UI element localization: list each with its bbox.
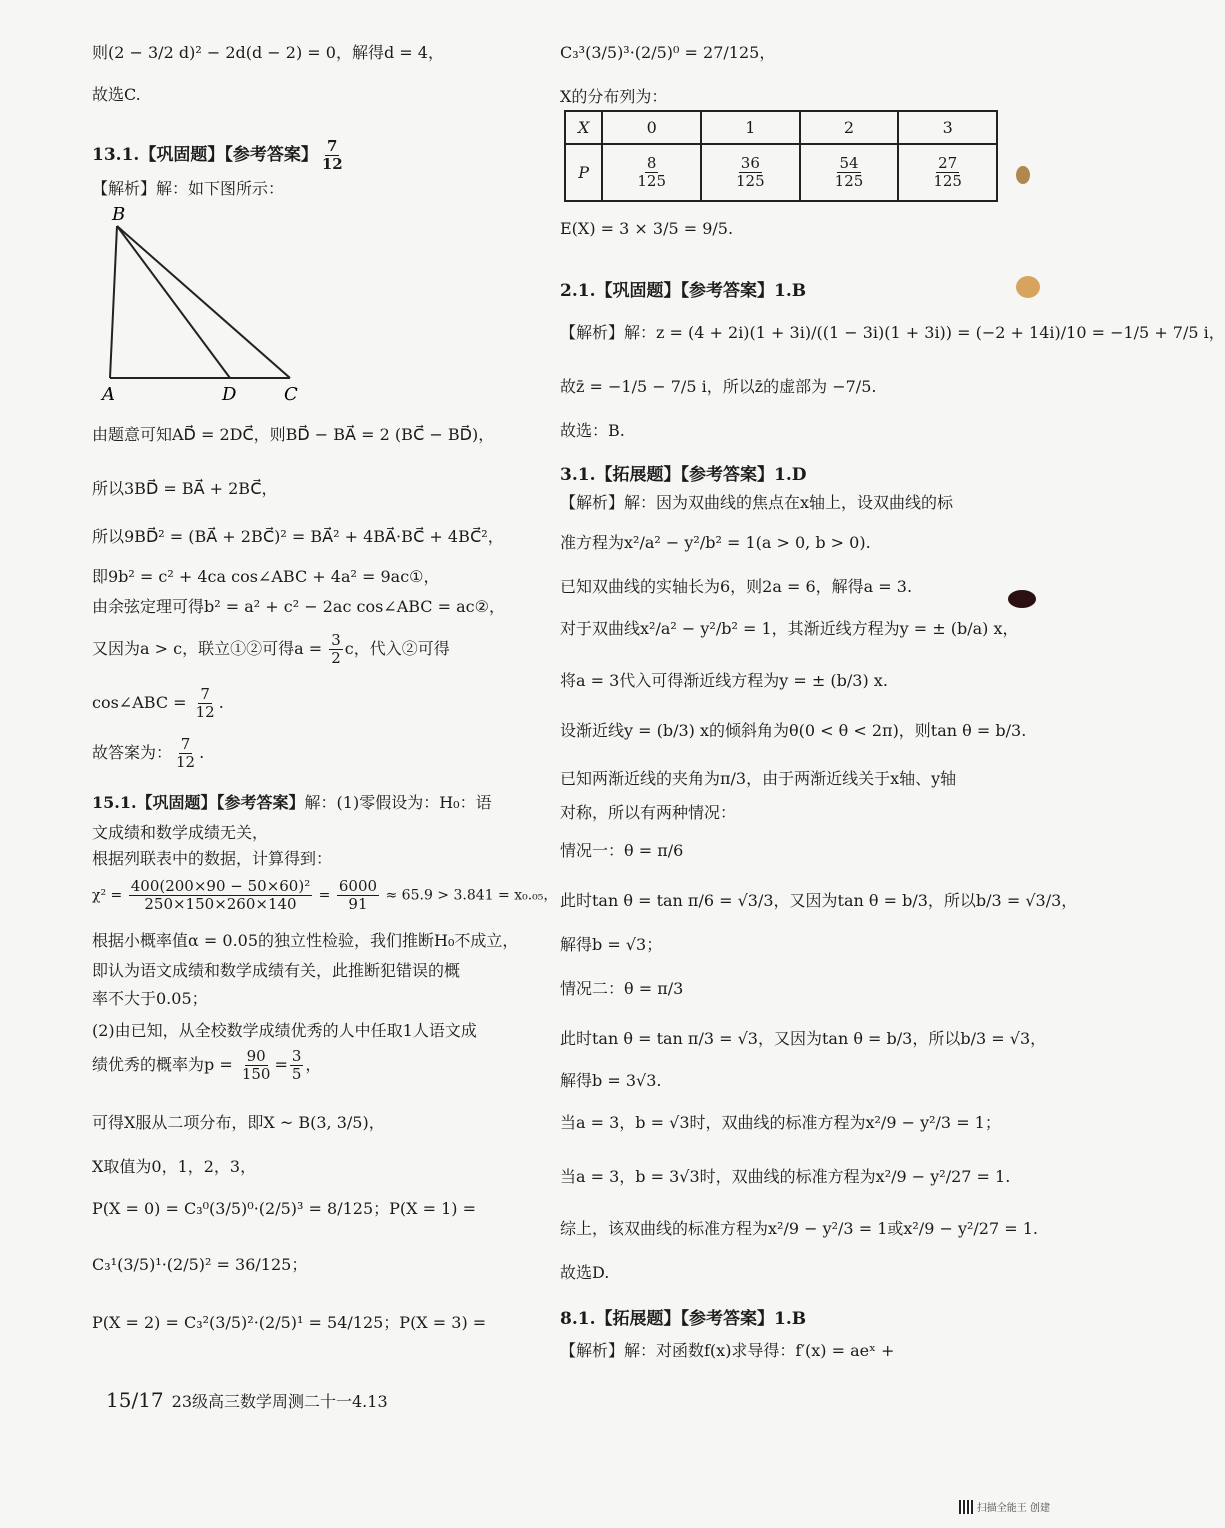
text-line: 根据列联表中的数据，计算得到： [92, 849, 333, 868]
text-line: 由余弦定理可得b² = a² + c² − 2ac cos∠ABC = ac②， [92, 597, 505, 616]
text-line: P(X = 0) = C₃⁰(3/5)⁰·(2/5)³ = 8/125；P(X = 1) = [92, 1199, 477, 1218]
text-line: 解得b = 3√3. [560, 1071, 662, 1090]
text-line: 情况一：θ = π/6 [560, 841, 684, 860]
text-line: 对称，所以有两种情况： [560, 803, 737, 822]
text-line: 故答案为： $\frac{7}{12}$ . [92, 735, 205, 771]
point-label: D [222, 384, 237, 405]
text-line: 由题意可知AD⃗ = 2DC⃗，则BD⃗ − BA⃗ = 2 (BC⃗ − BD⃗)， [92, 425, 495, 444]
text-line: 当a = 3，b = √3时，双曲线的标准方程为x²/9 − y²/3 = 1； [560, 1113, 1001, 1132]
table-header-cell: 0 [602, 111, 701, 144]
page-footer [106, 1388, 388, 1412]
table-header-cell: 3 [898, 111, 997, 144]
table-row [565, 111, 997, 144]
stain-mark [1008, 590, 1036, 608]
text-line: 已知两渐近线的夹角为π/3，由于两渐近线关于x轴、y轴 [560, 769, 957, 788]
distribution-table [564, 110, 998, 202]
page-number: 15/17 [106, 1388, 164, 1412]
table-cell: $\frac{8}{125}$ [602, 144, 701, 201]
text-line: 根据小概率值α = 0.05的独立性检验，我们推断H₀不成立， [92, 931, 519, 950]
text-line: 故z̄ = −1/5 − 7/5 i，所以z̄的虚部为 −7/5. [560, 377, 877, 396]
table-cell: $\frac{54}{125}$ [800, 144, 899, 201]
text-line: 设渐近线y = (b/3) x的倾斜角为θ(0 < θ < 2π)，则tan θ = b/3. [560, 721, 1027, 740]
question-heading: 8.1.【拓展题】【参考答案】1.B [560, 1309, 807, 1329]
text-line: 故选C. [92, 85, 141, 104]
text-line: 对于双曲线x²/a² − y²/b² = 1，其渐近线方程为y = ± (b/a) x， [560, 619, 1019, 638]
text-line: 即9b² = c² + 4ca cos∠ABC + 4a² = 9ac①， [92, 567, 440, 586]
table-header-cell: 1 [701, 111, 800, 144]
text-line: C₃¹(3/5)¹·(2/5)² = 36/125； [92, 1255, 308, 1274]
text-line: 则(2 − 3/2 d)² − 2d(d − 2) = 0，解得d = 4， [92, 43, 444, 62]
stain-mark [1016, 166, 1030, 184]
chi-square-formula: χ² = $\frac{\text{400(200×90 − 50×60)²}}{250\times 150\times 260\times 140}$ = $\frac{6000}{91}$ ≈ 65.9 > 3.841 = x₀.₀₅， [92, 877, 558, 913]
text-line: C₃³(3/5)³·(2/5)⁰ = 27/125， [560, 43, 776, 62]
table-row [565, 144, 997, 201]
question-heading: 15.1.【巩固题】【参考答案】解：(1)零假设为：H₀：语 [92, 793, 492, 812]
text-line: X的分布列为： [560, 87, 668, 106]
qr-code-icon [959, 1500, 973, 1514]
text-line: 综上，该双曲线的标准方程为x²/9 − y²/3 = 1或x²/9 − y²/27 = 1. [560, 1219, 1039, 1238]
text-line: 即认为语文成绩和数学成绩有关，此推断犯错误的概 [92, 961, 461, 980]
table-cell: $\frac{27}{125}$ [898, 144, 997, 201]
table-header-cell: X [565, 111, 602, 144]
question-heading: 2.1.【巩固题】【参考答案】1.B [560, 281, 807, 301]
text-line: 又因为a > c，联立①②可得a = $\frac{3}{2}$ c，代入②可得 [92, 631, 450, 667]
text-line: 准方程为x²/a² − y²/b² = 1(a > 0, b > 0). [560, 533, 871, 552]
text-line: 所以9BD⃗² = (BA⃗ + 2BC⃗)² = BA⃗² + 4BA⃗·BC⃗ + 4BC⃗²， [92, 527, 504, 546]
text-line: 情况二：θ = π/3 [560, 979, 684, 998]
text-line: 文成绩和数学成绩无关， [92, 823, 269, 842]
exam-title: 23级高三数学周测二十一4.13 [171, 1392, 388, 1411]
text-line: (2)由已知，从全校数学成绩优秀的人中任取1人语文成 [92, 1021, 477, 1040]
text-line: 已知双曲线的实轴长为6，则2a = 6，解得a = 3. [560, 577, 913, 596]
text-line: 率不大于0.05； [92, 989, 208, 1008]
scanner-watermark: 扫描全能王 创建 [959, 1499, 1050, 1514]
question-heading: 3.1.【拓展题】【参考答案】1.D [560, 465, 807, 485]
table-cell: $\frac{36}{125}$ [701, 144, 800, 201]
text-line: E(X) = 3 × 3/5 = 9/5. [560, 219, 734, 238]
text-line: 解得b = √3； [560, 935, 663, 954]
text-line: 将a = 3代入可得渐近线方程为y = ± (b/3) x. [560, 671, 888, 690]
text-line: 【解析】解：对函数f(x)求导得：f′(x) = aeˣ + [560, 1341, 895, 1360]
analysis-label: 【解析】解：如下图所示： [92, 179, 285, 198]
text-line: 【解析】解：因为双曲线的焦点在x轴上，设双曲线的标 [560, 493, 954, 512]
text-line: 此时tan θ = tan π/3 = √3，又因为tan θ = b/3，所以b/3 = √3， [560, 1029, 1047, 1048]
text-line: 当a = 3，b = 3√3时，双曲线的标准方程为x²/9 − y²/27 = 1. [560, 1167, 1011, 1186]
point-label: B [112, 204, 126, 225]
text-line: X取值为0，1，2，3， [92, 1157, 257, 1176]
text-line: 【解析】解：z = (4 + 2i)(1 + 3i)/((1 − 3i)(1 + 3i)) = (−2 + 14i)/10 = −1/5 + 7/5 i， [560, 323, 1225, 342]
table-header-cell: 2 [800, 111, 899, 144]
text-line: 所以3BD⃗ = BA⃗ + 2BC⃗， [92, 479, 278, 498]
triangle-diagram [102, 206, 312, 406]
point-label: A [102, 384, 115, 405]
point-label: C [284, 384, 298, 405]
question-heading: 13.1.【巩固题】【参考答案】 $\frac{7}{12}$ [92, 137, 343, 173]
text-line: 此时tan θ = tan π/6 = √3/3，又因为tan θ = b/3，所以b/3 = √3/3， [560, 891, 1078, 910]
text-line: cos∠ABC = $\frac{7}{12}$ . [92, 685, 224, 721]
text-line: 可得X服从二项分布，即X ~ B(3, 3/5)， [92, 1113, 385, 1132]
text-line: 绩优秀的概率为p = $\frac{90}{150}$ = $\frac{3}{5}$ ， [92, 1047, 322, 1083]
table-cell: P [565, 144, 602, 201]
text-line: 故选D. [560, 1263, 610, 1282]
text-line: P(X = 2) = C₃²(3/5)²·(2/5)¹ = 54/125；P(X = 3) = [92, 1313, 487, 1332]
stain-mark [1016, 276, 1040, 298]
text-line: 故选：B. [560, 421, 625, 440]
